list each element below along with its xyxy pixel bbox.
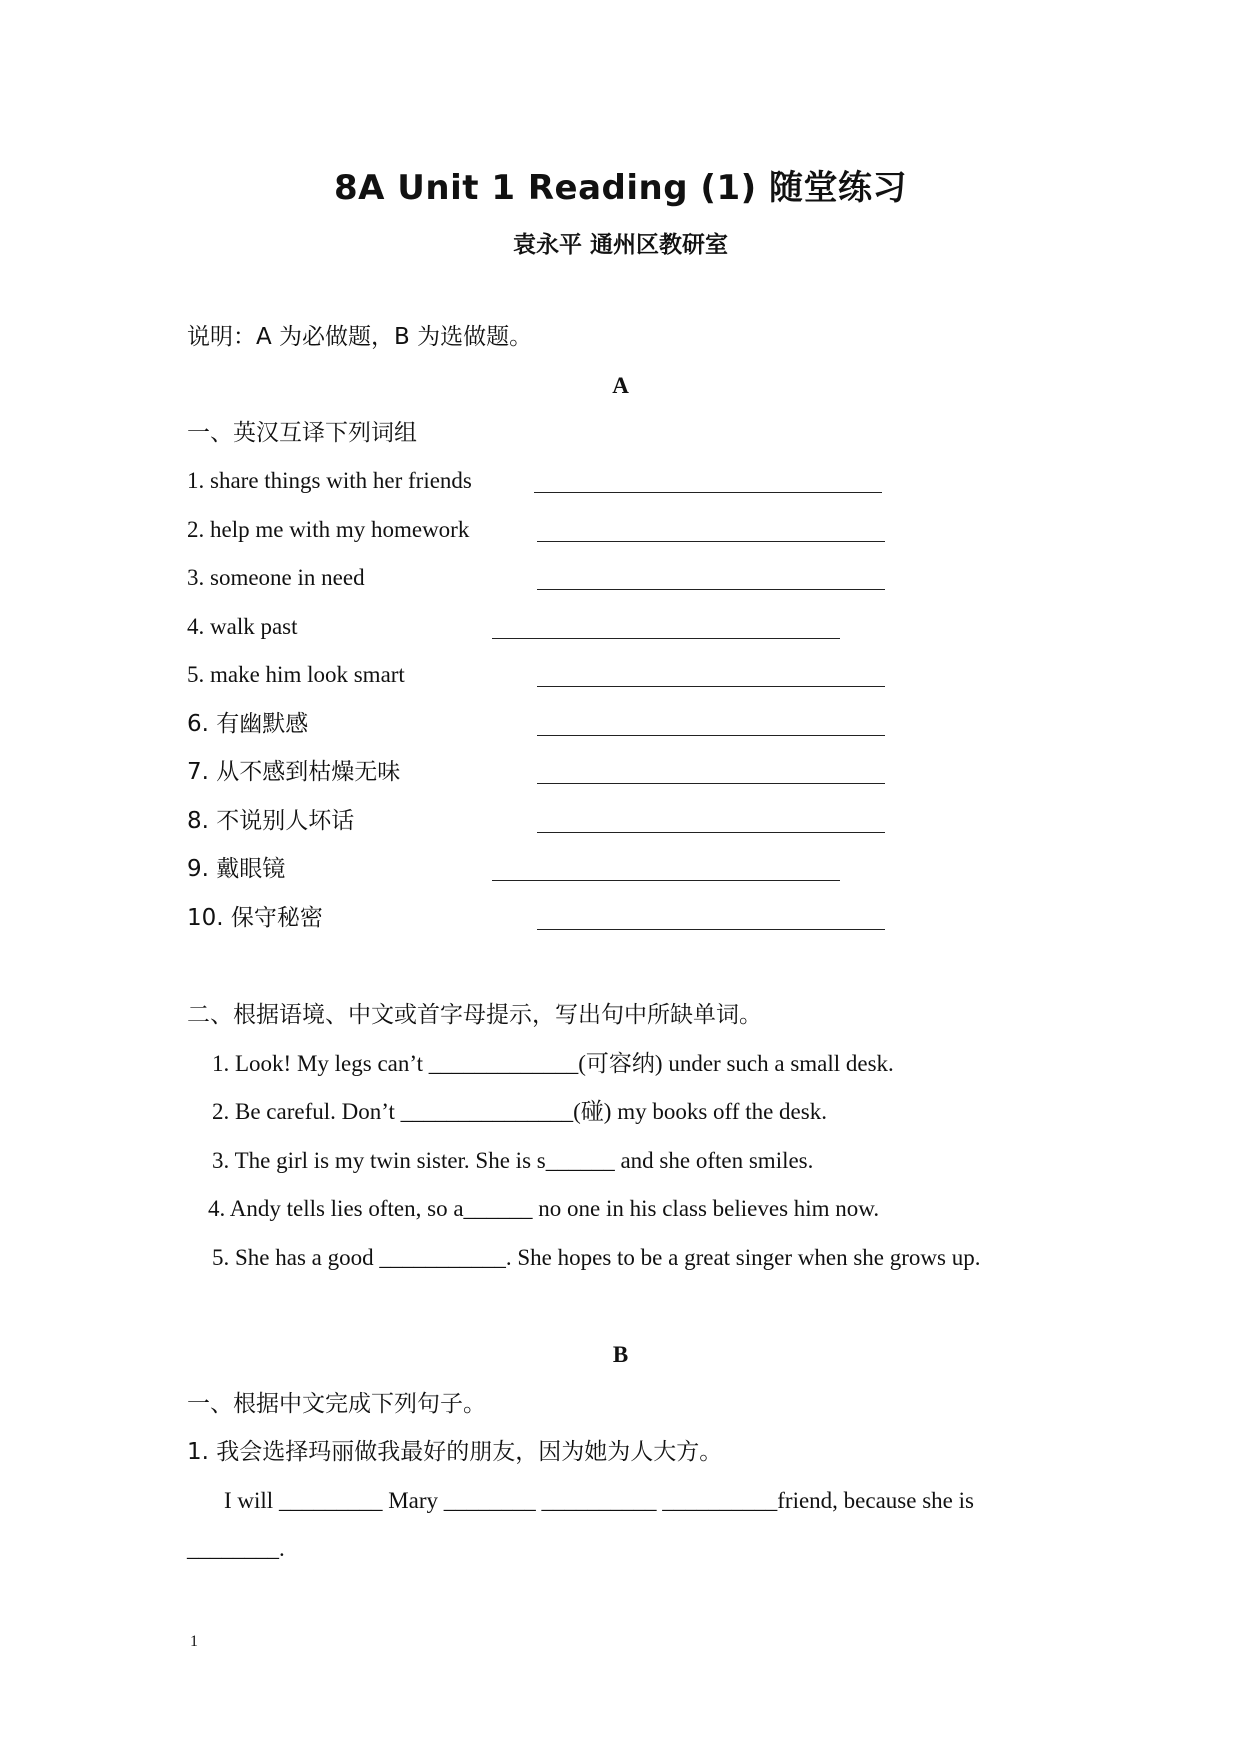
answer-blank[interactable]	[534, 492, 882, 493]
vocab-item: 10. 保守秘密	[187, 905, 323, 931]
answer-blank[interactable]	[492, 880, 840, 881]
sentence-item: 1. Look! My legs can’t _____________(可容纳) under such a small desk.	[212, 1051, 894, 1076]
section-a-heading: A	[612, 373, 629, 398]
translation-answer-line: I will _________ Mary ________ __________ __________friend, because she is	[224, 1488, 974, 1513]
author-line: 袁永平 通州区教研室	[512, 232, 728, 258]
page-number: 1	[190, 1633, 198, 1650]
vocab-item: 4. walk past	[187, 614, 298, 639]
section-b-heading: B	[612, 1342, 629, 1367]
answer-blank[interactable]	[537, 589, 885, 590]
translation-question: 1. 我会选择玛丽做我最好的朋友，因为她为人大方。	[187, 1439, 723, 1465]
answer-blank[interactable]	[537, 783, 885, 784]
answer-blank[interactable]	[537, 929, 885, 930]
vocab-item: 8. 不说别人坏话	[187, 808, 355, 834]
page-title: 8A Unit 1 Reading (1) 随堂练习	[334, 168, 907, 208]
vocab-item: 5. make him look smart	[187, 662, 405, 687]
part2-heading: 二、根据语境、中文或首字母提示，写出句中所缺单词。	[187, 1002, 762, 1028]
sentence-item: 4. Andy tells lies often, so a______ no one in his class believes him now.	[208, 1196, 880, 1221]
vocab-item: 7. 从不感到枯燥无味	[187, 759, 401, 785]
vocab-item: 9. 戴眼镜	[187, 856, 286, 882]
vocab-item: 1. share things with her friends	[187, 468, 472, 493]
sentence-item: 5. She has a good ___________. She hopes to be a great singer when she grows up.	[212, 1245, 981, 1270]
vocab-item: 6. 有幽默感	[187, 711, 309, 737]
answer-blank[interactable]	[492, 638, 840, 639]
vocab-item: 3. someone in need	[187, 565, 365, 590]
answer-blank[interactable]	[537, 686, 885, 687]
vocab-item: 2. help me with my homework	[187, 517, 470, 542]
translation-answer-continuation: ________.	[187, 1536, 285, 1561]
part1-heading: 一、英汉互译下列词组	[187, 420, 417, 446]
sentence-item: 3. The girl is my twin sister. She is s______ and she often smiles.	[212, 1148, 814, 1173]
answer-blank[interactable]	[537, 832, 885, 833]
sentence-item: 2. Be careful. Don’t _______________(碰) my books off the desk.	[212, 1099, 827, 1124]
answer-blank[interactable]	[537, 735, 885, 736]
instruction-text: 说明：A 为必做题，B 为选做题。	[187, 324, 533, 350]
section-b-part1-heading: 一、根据中文完成下列句子。	[187, 1391, 486, 1417]
answer-blank[interactable]	[537, 541, 885, 542]
